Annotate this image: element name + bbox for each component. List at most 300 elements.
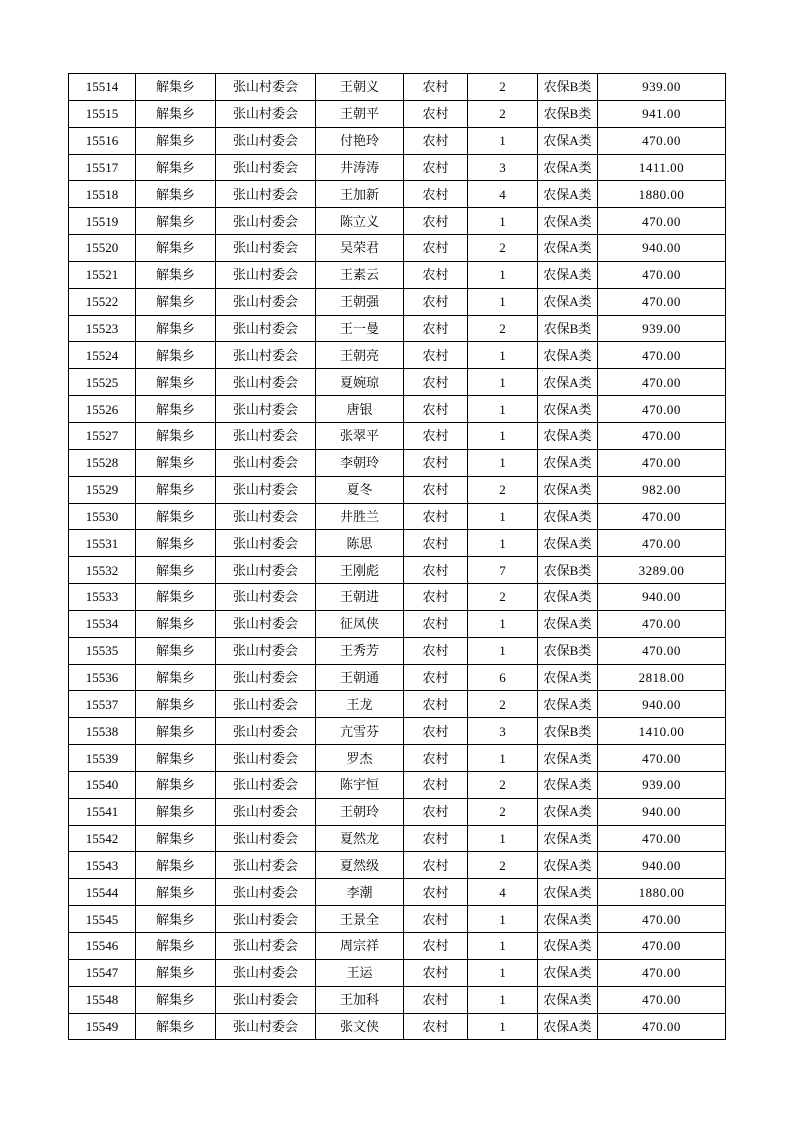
- table-row: [69, 74, 726, 101]
- cell-count: 1: [468, 396, 538, 423]
- table-row: [69, 584, 726, 611]
- cell-village: 张山村委会: [216, 986, 316, 1013]
- cell-count: 4: [468, 879, 538, 906]
- cell-insurance-category: 农保A类: [538, 235, 598, 262]
- table-row: [69, 637, 726, 664]
- cell-count: 6: [468, 664, 538, 691]
- cell-village: 张山村委会: [216, 342, 316, 369]
- cell-count: 1: [468, 906, 538, 933]
- cell-person-name: 王朝进: [316, 584, 404, 611]
- cell-residence-type: 农村: [404, 342, 468, 369]
- table-row: [69, 422, 726, 449]
- cell-village: 张山村委会: [216, 664, 316, 691]
- cell-insurance-category: 农保A类: [538, 879, 598, 906]
- cell-count: 2: [468, 476, 538, 503]
- cell-village: 张山村委会: [216, 288, 316, 315]
- cell-residence-type: 农村: [404, 933, 468, 960]
- cell-insurance-category: 农保A类: [538, 261, 598, 288]
- cell-village: 张山村委会: [216, 557, 316, 584]
- cell-insurance-category: 农保A类: [538, 906, 598, 933]
- cell-residence-type: 农村: [404, 986, 468, 1013]
- cell-village: 张山村委会: [216, 933, 316, 960]
- cell-village: 张山村委会: [216, 422, 316, 449]
- cell-person-name: 周宗祥: [316, 933, 404, 960]
- cell-id: 15541: [69, 798, 136, 825]
- cell-village: 张山村委会: [216, 771, 316, 798]
- cell-insurance-category: 农保B类: [538, 557, 598, 584]
- cell-residence-type: 农村: [404, 798, 468, 825]
- cell-person-name: 王龙: [316, 691, 404, 718]
- cell-amount: 470.00: [598, 825, 726, 852]
- table-row: [69, 235, 726, 262]
- cell-amount: 940.00: [598, 584, 726, 611]
- cell-person-name: 王朝玲: [316, 798, 404, 825]
- cell-id: 15546: [69, 933, 136, 960]
- table-row: [69, 959, 726, 986]
- cell-id: 15516: [69, 127, 136, 154]
- cell-insurance-category: 农保A类: [538, 208, 598, 235]
- cell-township: 解集乡: [136, 74, 216, 101]
- cell-person-name: 井胜兰: [316, 503, 404, 530]
- cell-amount: 470.00: [598, 637, 726, 664]
- document-sheet: [68, 73, 725, 1040]
- table-row: [69, 315, 726, 342]
- cell-amount: 982.00: [598, 476, 726, 503]
- cell-id: 15535: [69, 637, 136, 664]
- cell-amount: 470.00: [598, 261, 726, 288]
- cell-village: 张山村委会: [216, 503, 316, 530]
- cell-township: 解集乡: [136, 771, 216, 798]
- cell-id: 15548: [69, 986, 136, 1013]
- cell-id: 15527: [69, 422, 136, 449]
- cell-insurance-category: 农保A类: [538, 771, 598, 798]
- cell-count: 1: [468, 986, 538, 1013]
- cell-insurance-category: 农保A类: [538, 342, 598, 369]
- table-row: [69, 852, 726, 879]
- cell-insurance-category: 农保A类: [538, 852, 598, 879]
- cell-person-name: 张文侠: [316, 1013, 404, 1040]
- cell-person-name: 张翠平: [316, 422, 404, 449]
- cell-count: 1: [468, 261, 538, 288]
- cell-village: 张山村委会: [216, 879, 316, 906]
- cell-insurance-category: 农保A类: [538, 745, 598, 772]
- cell-residence-type: 农村: [404, 235, 468, 262]
- cell-village: 张山村委会: [216, 154, 316, 181]
- cell-id: 15519: [69, 208, 136, 235]
- table-body: [69, 74, 726, 1040]
- cell-township: 解集乡: [136, 127, 216, 154]
- cell-village: 张山村委会: [216, 208, 316, 235]
- cell-amount: 939.00: [598, 315, 726, 342]
- cell-residence-type: 农村: [404, 584, 468, 611]
- cell-village: 张山村委会: [216, 852, 316, 879]
- cell-residence-type: 农村: [404, 288, 468, 315]
- cell-township: 解集乡: [136, 986, 216, 1013]
- cell-village: 张山村委会: [216, 637, 316, 664]
- table-row: [69, 771, 726, 798]
- cell-insurance-category: 农保A类: [538, 798, 598, 825]
- cell-id: 15545: [69, 906, 136, 933]
- cell-village: 张山村委会: [216, 959, 316, 986]
- cell-residence-type: 农村: [404, 852, 468, 879]
- cell-id: 15525: [69, 369, 136, 396]
- cell-residence-type: 农村: [404, 718, 468, 745]
- cell-amount: 1880.00: [598, 879, 726, 906]
- table-row: [69, 449, 726, 476]
- table-row: [69, 1013, 726, 1040]
- cell-person-name: 王朝义: [316, 74, 404, 101]
- cell-person-name: 王一曼: [316, 315, 404, 342]
- cell-township: 解集乡: [136, 288, 216, 315]
- cell-amount: 470.00: [598, 530, 726, 557]
- cell-amount: 941.00: [598, 100, 726, 127]
- table-row: [69, 154, 726, 181]
- cell-village: 张山村委会: [216, 369, 316, 396]
- cell-residence-type: 农村: [404, 691, 468, 718]
- table-row: [69, 208, 726, 235]
- cell-count: 1: [468, 208, 538, 235]
- cell-insurance-category: 农保A类: [538, 422, 598, 449]
- cell-amount: 470.00: [598, 422, 726, 449]
- cell-id: 15543: [69, 852, 136, 879]
- table-row: [69, 933, 726, 960]
- cell-township: 解集乡: [136, 610, 216, 637]
- cell-township: 解集乡: [136, 825, 216, 852]
- cell-id: 15542: [69, 825, 136, 852]
- cell-count: 2: [468, 771, 538, 798]
- cell-township: 解集乡: [136, 959, 216, 986]
- cell-insurance-category: 农保A类: [538, 288, 598, 315]
- cell-id: 15531: [69, 530, 136, 557]
- cell-residence-type: 农村: [404, 637, 468, 664]
- cell-amount: 470.00: [598, 342, 726, 369]
- cell-amount: 470.00: [598, 369, 726, 396]
- cell-insurance-category: 农保A类: [538, 449, 598, 476]
- cell-insurance-category: 农保A类: [538, 369, 598, 396]
- cell-count: 1: [468, 1013, 538, 1040]
- cell-amount: 470.00: [598, 127, 726, 154]
- cell-count: 2: [468, 235, 538, 262]
- cell-insurance-category: 农保A类: [538, 476, 598, 503]
- cell-count: 1: [468, 825, 538, 852]
- cell-person-name: 王加新: [316, 181, 404, 208]
- cell-residence-type: 农村: [404, 100, 468, 127]
- cell-village: 张山村委会: [216, 1013, 316, 1040]
- cell-person-name: 王朝平: [316, 100, 404, 127]
- cell-township: 解集乡: [136, 342, 216, 369]
- cell-township: 解集乡: [136, 718, 216, 745]
- cell-township: 解集乡: [136, 691, 216, 718]
- cell-residence-type: 农村: [404, 664, 468, 691]
- cell-person-name: 夏婉琼: [316, 369, 404, 396]
- cell-id: 15537: [69, 691, 136, 718]
- table-row: [69, 503, 726, 530]
- cell-insurance-category: 农保A类: [538, 530, 598, 557]
- cell-person-name: 陈立义: [316, 208, 404, 235]
- cell-residence-type: 农村: [404, 181, 468, 208]
- table-row: [69, 181, 726, 208]
- cell-id: 15544: [69, 879, 136, 906]
- cell-id: 15523: [69, 315, 136, 342]
- table-row: [69, 127, 726, 154]
- table-row: [69, 986, 726, 1013]
- cell-count: 1: [468, 288, 538, 315]
- cell-id: 15540: [69, 771, 136, 798]
- table-row: [69, 610, 726, 637]
- cell-residence-type: 农村: [404, 959, 468, 986]
- cell-township: 解集乡: [136, 503, 216, 530]
- cell-count: 1: [468, 610, 538, 637]
- cell-village: 张山村委会: [216, 476, 316, 503]
- cell-count: 1: [468, 449, 538, 476]
- cell-amount: 470.00: [598, 745, 726, 772]
- cell-insurance-category: 农保B类: [538, 315, 598, 342]
- cell-township: 解集乡: [136, 422, 216, 449]
- cell-amount: 470.00: [598, 503, 726, 530]
- cell-residence-type: 农村: [404, 530, 468, 557]
- cell-residence-type: 农村: [404, 476, 468, 503]
- cell-township: 解集乡: [136, 449, 216, 476]
- cell-amount: 470.00: [598, 959, 726, 986]
- cell-residence-type: 农村: [404, 369, 468, 396]
- cell-amount: 470.00: [598, 986, 726, 1013]
- cell-residence-type: 农村: [404, 396, 468, 423]
- cell-village: 张山村委会: [216, 610, 316, 637]
- table-row: [69, 396, 726, 423]
- cell-township: 解集乡: [136, 154, 216, 181]
- cell-person-name: 王朝亮: [316, 342, 404, 369]
- cell-id: 15530: [69, 503, 136, 530]
- cell-person-name: 夏冬: [316, 476, 404, 503]
- cell-person-name: 陈思: [316, 530, 404, 557]
- cell-count: 2: [468, 852, 538, 879]
- table-row: [69, 476, 726, 503]
- cell-id: 15515: [69, 100, 136, 127]
- cell-residence-type: 农村: [404, 154, 468, 181]
- cell-count: 1: [468, 422, 538, 449]
- cell-id: 15549: [69, 1013, 136, 1040]
- cell-person-name: 王秀芳: [316, 637, 404, 664]
- cell-township: 解集乡: [136, 530, 216, 557]
- cell-township: 解集乡: [136, 852, 216, 879]
- cell-count: 2: [468, 74, 538, 101]
- cell-township: 解集乡: [136, 584, 216, 611]
- cell-village: 张山村委会: [216, 181, 316, 208]
- cell-amount: 470.00: [598, 1013, 726, 1040]
- cell-count: 1: [468, 503, 538, 530]
- cell-id: 15539: [69, 745, 136, 772]
- cell-id: 15536: [69, 664, 136, 691]
- table-row: [69, 745, 726, 772]
- cell-person-name: 王运: [316, 959, 404, 986]
- cell-person-name: 付艳玲: [316, 127, 404, 154]
- cell-count: 1: [468, 342, 538, 369]
- cell-residence-type: 农村: [404, 745, 468, 772]
- table-row: [69, 718, 726, 745]
- cell-township: 解集乡: [136, 933, 216, 960]
- cell-insurance-category: 农保A类: [538, 610, 598, 637]
- cell-insurance-category: 农保A类: [538, 691, 598, 718]
- cell-id: 15514: [69, 74, 136, 101]
- cell-amount: 470.00: [598, 906, 726, 933]
- cell-id: 15528: [69, 449, 136, 476]
- cell-residence-type: 农村: [404, 557, 468, 584]
- cell-person-name: 征凤侠: [316, 610, 404, 637]
- cell-person-name: 李朝玲: [316, 449, 404, 476]
- cell-person-name: 王景全: [316, 906, 404, 933]
- cell-village: 张山村委会: [216, 235, 316, 262]
- cell-township: 解集乡: [136, 261, 216, 288]
- cell-village: 张山村委会: [216, 584, 316, 611]
- cell-id: 15522: [69, 288, 136, 315]
- table-row: [69, 691, 726, 718]
- table-row: [69, 798, 726, 825]
- cell-amount: 470.00: [598, 933, 726, 960]
- cell-person-name: 吴荣君: [316, 235, 404, 262]
- table-row: [69, 906, 726, 933]
- cell-residence-type: 农村: [404, 315, 468, 342]
- cell-insurance-category: 农保A类: [538, 503, 598, 530]
- table-row: [69, 369, 726, 396]
- cell-count: 4: [468, 181, 538, 208]
- cell-amount: 470.00: [598, 396, 726, 423]
- cell-amount: 1410.00: [598, 718, 726, 745]
- cell-person-name: 李潮: [316, 879, 404, 906]
- cell-township: 解集乡: [136, 315, 216, 342]
- cell-amount: 470.00: [598, 208, 726, 235]
- cell-village: 张山村委会: [216, 261, 316, 288]
- cell-id: 15520: [69, 235, 136, 262]
- cell-residence-type: 农村: [404, 879, 468, 906]
- cell-village: 张山村委会: [216, 74, 316, 101]
- cell-insurance-category: 农保A类: [538, 933, 598, 960]
- cell-amount: 939.00: [598, 771, 726, 798]
- cell-amount: 1411.00: [598, 154, 726, 181]
- cell-township: 解集乡: [136, 879, 216, 906]
- cell-village: 张山村委会: [216, 100, 316, 127]
- cell-amount: 3289.00: [598, 557, 726, 584]
- cell-village: 张山村委会: [216, 906, 316, 933]
- cell-count: 2: [468, 584, 538, 611]
- cell-township: 解集乡: [136, 235, 216, 262]
- cell-count: 1: [468, 933, 538, 960]
- cell-village: 张山村委会: [216, 449, 316, 476]
- cell-amount: 939.00: [598, 74, 726, 101]
- cell-insurance-category: 农保A类: [538, 154, 598, 181]
- cell-township: 解集乡: [136, 557, 216, 584]
- table-row: [69, 825, 726, 852]
- cell-count: 1: [468, 637, 538, 664]
- cell-person-name: 夏然龙: [316, 825, 404, 852]
- cell-township: 解集乡: [136, 906, 216, 933]
- cell-insurance-category: 农保A类: [538, 664, 598, 691]
- cell-township: 解集乡: [136, 1013, 216, 1040]
- cell-township: 解集乡: [136, 396, 216, 423]
- cell-residence-type: 农村: [404, 261, 468, 288]
- cell-residence-type: 农村: [404, 449, 468, 476]
- cell-count: 2: [468, 691, 538, 718]
- cell-person-name: 王素云: [316, 261, 404, 288]
- table-row: [69, 879, 726, 906]
- cell-amount: 2818.00: [598, 664, 726, 691]
- cell-township: 解集乡: [136, 637, 216, 664]
- cell-township: 解集乡: [136, 798, 216, 825]
- cell-id: 15529: [69, 476, 136, 503]
- cell-residence-type: 农村: [404, 825, 468, 852]
- cell-village: 张山村委会: [216, 798, 316, 825]
- cell-residence-type: 农村: [404, 503, 468, 530]
- benefits-table: [68, 73, 726, 1040]
- cell-residence-type: 农村: [404, 127, 468, 154]
- cell-township: 解集乡: [136, 181, 216, 208]
- cell-person-name: 唐银: [316, 396, 404, 423]
- cell-id: 15518: [69, 181, 136, 208]
- cell-person-name: 王加科: [316, 986, 404, 1013]
- cell-insurance-category: 农保A类: [538, 986, 598, 1013]
- cell-count: 1: [468, 745, 538, 772]
- table-row: [69, 530, 726, 557]
- cell-residence-type: 农村: [404, 422, 468, 449]
- cell-count: 3: [468, 154, 538, 181]
- cell-insurance-category: 农保B类: [538, 718, 598, 745]
- cell-count: 2: [468, 100, 538, 127]
- cell-township: 解集乡: [136, 476, 216, 503]
- cell-count: 1: [468, 959, 538, 986]
- cell-residence-type: 农村: [404, 906, 468, 933]
- cell-insurance-category: 农保B类: [538, 74, 598, 101]
- cell-count: 1: [468, 530, 538, 557]
- cell-person-name: 王朝强: [316, 288, 404, 315]
- cell-township: 解集乡: [136, 208, 216, 235]
- cell-amount: 470.00: [598, 449, 726, 476]
- table-row: [69, 261, 726, 288]
- cell-village: 张山村委会: [216, 691, 316, 718]
- cell-village: 张山村委会: [216, 825, 316, 852]
- cell-insurance-category: 农保A类: [538, 959, 598, 986]
- cell-amount: 1880.00: [598, 181, 726, 208]
- cell-id: 15534: [69, 610, 136, 637]
- cell-amount: 940.00: [598, 691, 726, 718]
- cell-person-name: 陈宇恒: [316, 771, 404, 798]
- cell-insurance-category: 农保B类: [538, 100, 598, 127]
- cell-village: 张山村委会: [216, 530, 316, 557]
- cell-amount: 940.00: [598, 798, 726, 825]
- cell-village: 张山村委会: [216, 315, 316, 342]
- cell-village: 张山村委会: [216, 745, 316, 772]
- cell-insurance-category: 农保B类: [538, 637, 598, 664]
- cell-insurance-category: 农保A类: [538, 181, 598, 208]
- cell-id: 15521: [69, 261, 136, 288]
- cell-insurance-category: 农保A类: [538, 396, 598, 423]
- cell-id: 15533: [69, 584, 136, 611]
- cell-residence-type: 农村: [404, 610, 468, 637]
- cell-township: 解集乡: [136, 100, 216, 127]
- cell-count: 1: [468, 127, 538, 154]
- cell-id: 15526: [69, 396, 136, 423]
- cell-count: 1: [468, 369, 538, 396]
- cell-insurance-category: 农保A类: [538, 1013, 598, 1040]
- cell-person-name: 王朝通: [316, 664, 404, 691]
- cell-insurance-category: 农保A类: [538, 127, 598, 154]
- table-row: [69, 288, 726, 315]
- cell-residence-type: 农村: [404, 208, 468, 235]
- cell-count: 7: [468, 557, 538, 584]
- table-row: [69, 100, 726, 127]
- cell-person-name: 亢雪芬: [316, 718, 404, 745]
- cell-count: 3: [468, 718, 538, 745]
- cell-id: 15547: [69, 959, 136, 986]
- cell-township: 解集乡: [136, 369, 216, 396]
